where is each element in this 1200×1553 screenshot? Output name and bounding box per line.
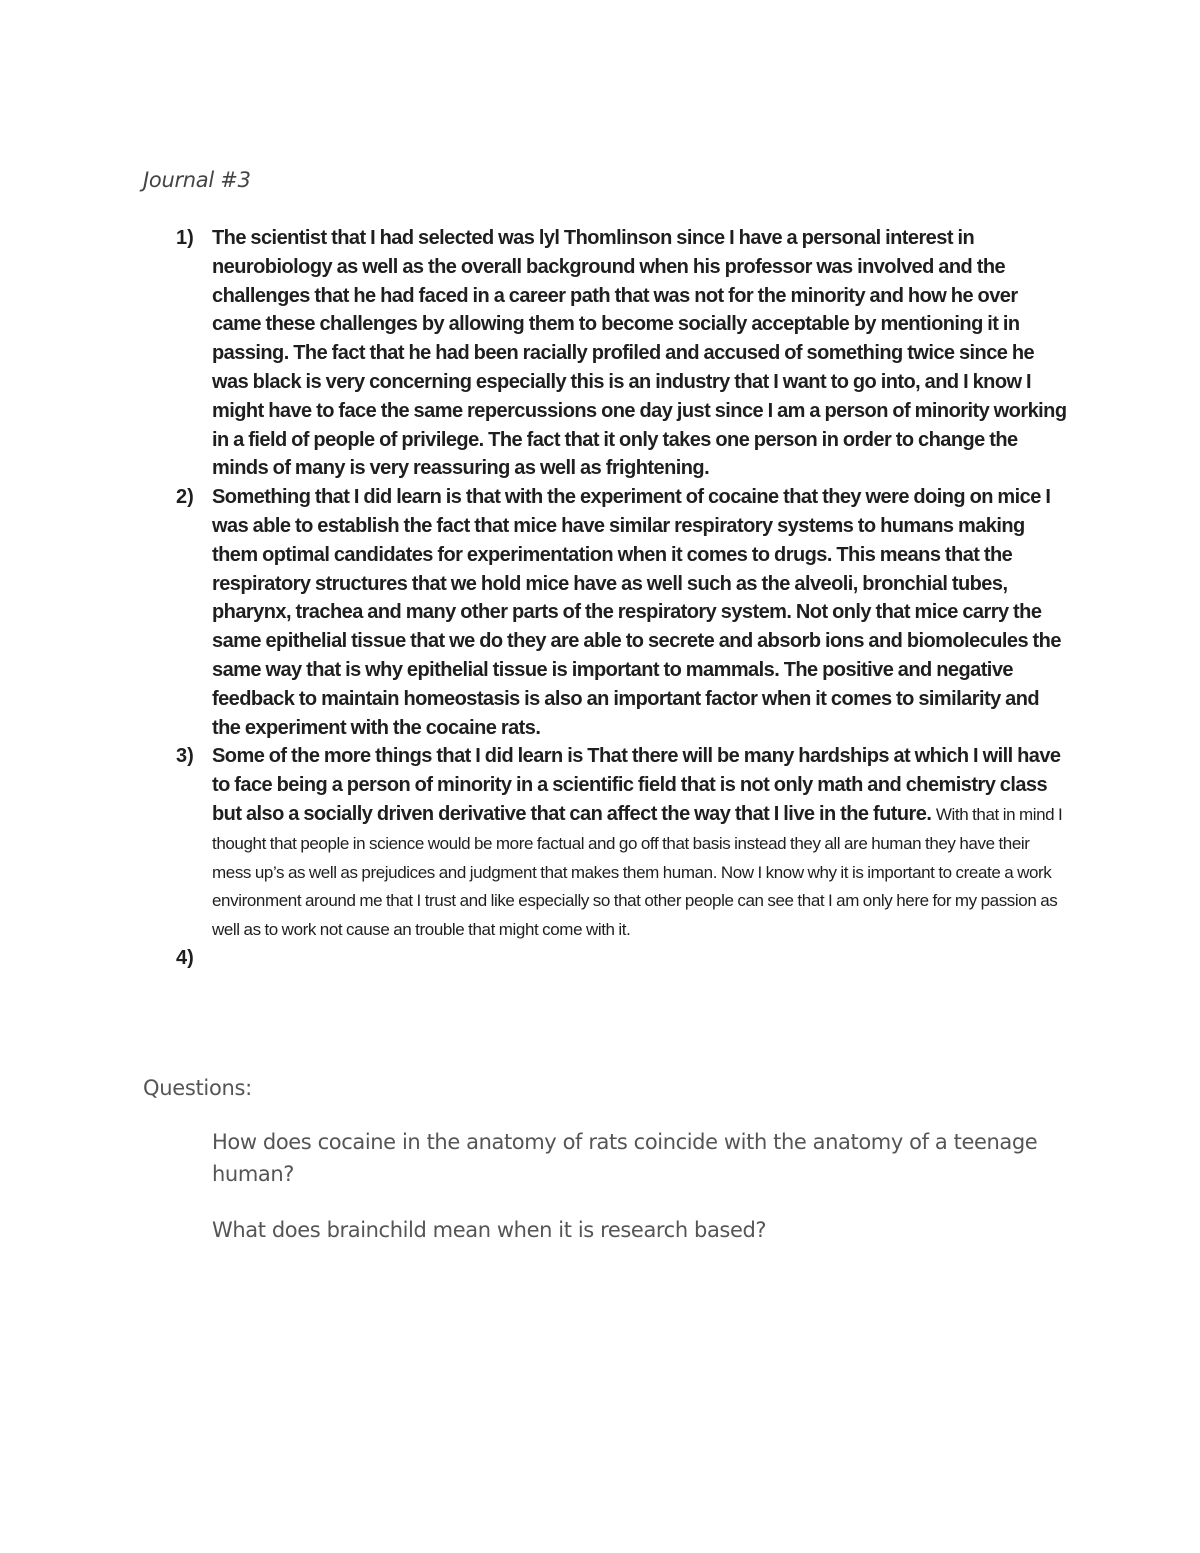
list-item	[158, 224, 1068, 483]
list-item-number: 3)	[176, 745, 194, 768]
list-item-text	[212, 742, 1068, 944]
list-item-text: Something that I did learn is that with the experiment of cocaine that they were doing on mice I was able to establish the fact that mice have similar respiratory systems to humans making them optimal candidates for experimentation when it comes to drugs. This means that the respiratory structures that we hold mice have as well such as the alveoli, bronchial tubes, pharynx, trachea and many other parts of the respiratory system. Not only that mice carry the same epithelial tissue that we do they are able to secrete and absorb ions and biomolecules the same way that is why epithelial tissue is important to mammals. The positive and negative feedback to maintain homeostasis is also an important factor when it comes to similarity and the experiment with the cocaine rats.	[212, 486, 1061, 739]
list-item	[158, 742, 1068, 944]
list-item-text-continued: With that in mind I thought that people in science would be more factual and go off that basis instead they all are human they have their mess up’s as well as prejudices and judgment that makes them human. Now I know why it is important to create a work environment around me that I trust and like especially so that other people can see that I am only here for my passion as well as to work not cause an trouble that might come with it.	[212, 804, 1063, 940]
question-text: What does brainchild mean when it is research based?	[212, 1218, 767, 1242]
list-item-number: 4)	[176, 946, 194, 969]
list-item-text	[212, 944, 1068, 973]
list-item-number: 2)	[176, 486, 194, 509]
journal-entries-list	[158, 224, 1068, 973]
journal-title: Journal #3	[143, 168, 251, 192]
questions-heading: Questions:	[143, 1076, 252, 1100]
list-item-number: 1)	[176, 227, 194, 249]
list-item-text-bold: Some of the more things that I did learn is That there will be many hardships at which I will have to face being a person of minority in a scientific field that is not only math and chemistry class but also a socially driven derivative that can affect the way that I live in the future.	[212, 745, 1061, 825]
list-item-text: The scientist that I had selected was lyl Thomlinson since I have a personal interest in neurobiology as well as the overall background when his professor was involved and the challenges that he had faced in a career path that was not for the minority and how he over came these challenges by allowing them to become socially acceptable by mentioning it in passing. The fact that he had been racially profiled and accused of something twice since he was black is very concerning especially this is an industry that I want to go into, and I know I might have to face the same repercussions one day just since I am a person of minority working in a field of people of privilege. The fact that it only takes one person in order to change the minds of many is very reassuring as well as frightening.	[212, 227, 1067, 480]
list-item	[158, 944, 1068, 973]
question-text: How does cocaine in the anatomy of rats coincide with the anatomy of a teenage human?	[212, 1130, 1038, 1186]
list-item	[158, 483, 1068, 742]
